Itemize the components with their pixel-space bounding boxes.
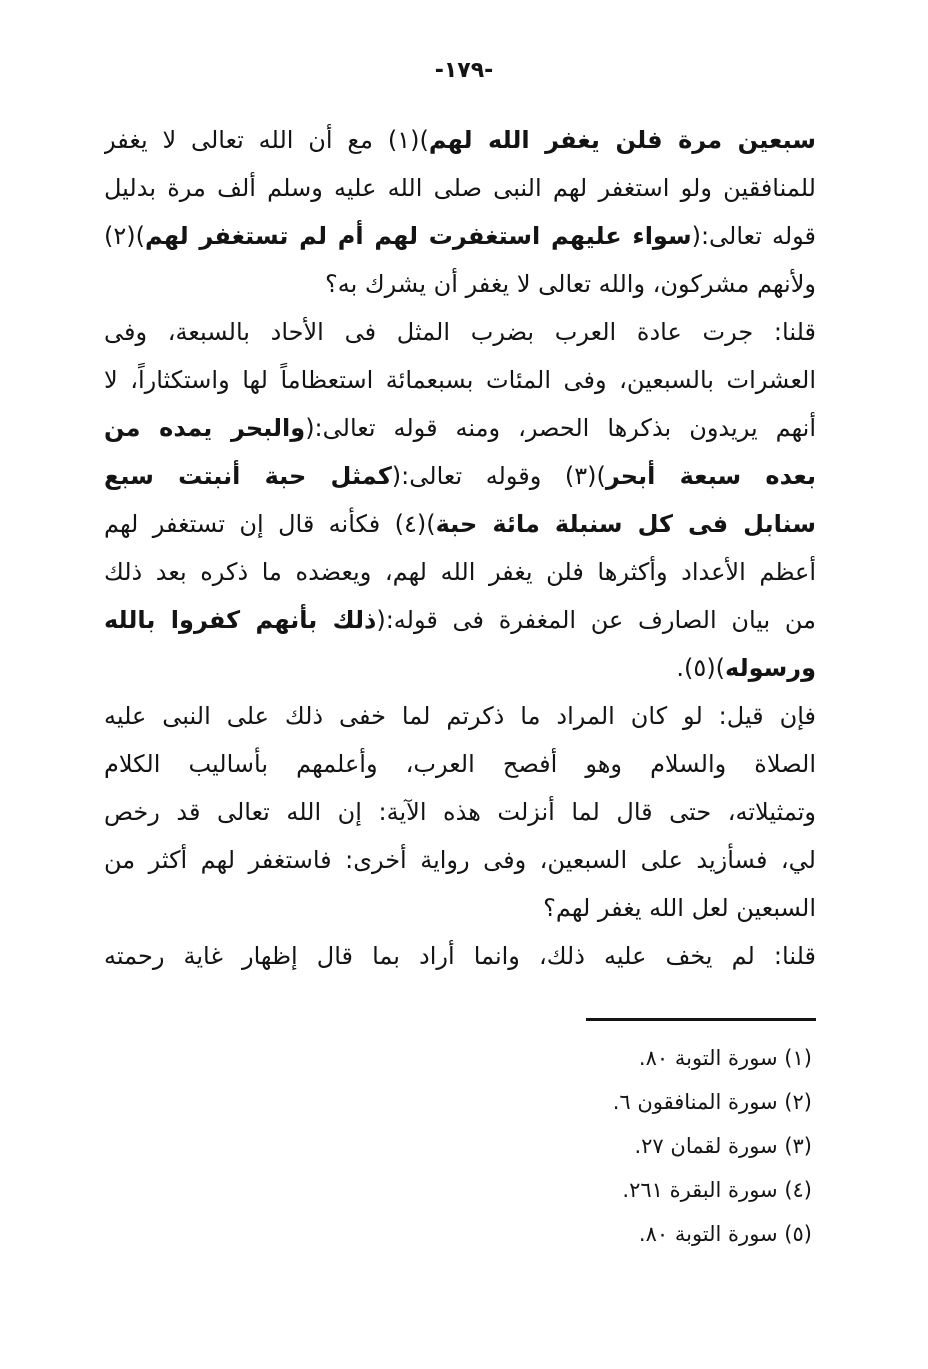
text-run: وتمثيلاته، حتى قال لما أنزلت هذه الآية: إن الله تعالى قد رخص [104,798,816,826]
text-run: )(٢) [104,222,145,250]
text-line [104,308,816,356]
quran-quote: ورسوله [725,654,816,682]
quran-quote: بعده سبعة أبحر [605,462,816,490]
quran-quote: سواء عليهم استغفرت لهم أم لم تستغفر لهم [145,222,692,250]
quran-quote: ذلك بأنهم كفروا بالله [104,606,377,634]
text-run: أنهم يريدون بذكرها الحصر، ومنه قوله تعالى:( [305,414,816,442]
text-run: أعظم الأعداد وأكثرها فلن يغفر الله لهم، ويعضده ما ذكره بعد ذلك [104,558,816,586]
text-run: )(٥). [676,654,726,682]
footnote-separator [586,1018,816,1021]
text-line [104,500,816,548]
text-run: قوله تعالى:( [691,222,816,250]
footnote-3: (٣) سورة لقمان ٢٧. [634,1134,812,1158]
text-run: فإن قيل: لو كان المراد ما ذكرتم لما خفى ذلك على النبى عليه [104,702,816,730]
footnotes [420,1036,812,1256]
footnote-4: (٤) سورة البقرة ٢٦١. [622,1178,812,1202]
text-line [104,692,816,740]
text-line [104,644,816,692]
text-run: قلنا: لم يخف عليه ذلك، وانما أراد بما قال إظهار غاية رحمته [104,942,816,970]
text-line [104,164,816,212]
quran-quote: كمثل حبة أنبتت سبع [104,462,392,490]
text-run: من بيان الصارف عن المغفرة فى قوله:( [376,606,816,634]
text-run: الصلاة والسلام وهو أفصح العرب، وأعلمهم بأساليب الكلام [104,750,816,778]
text-line [104,548,816,596]
text-run: السبعين لعل الله يغفر لهم؟ [543,894,816,922]
text-line [104,932,816,980]
text-line [104,596,816,644]
footnote-5: (٥) سورة التوبة ٨٠. [638,1222,812,1246]
main-text [104,116,816,980]
text-line [104,356,816,404]
text-line [104,260,816,308]
text-line [104,116,816,164]
quran-quote: سنابل فى كل سنبلة مائة حبة [435,510,816,538]
text-line [104,212,816,260]
quran-quote: والبحر يمده من [104,414,306,442]
text-run: )(٣) وقوله تعالى:( [391,462,606,490]
text-run: لي، فسأزيد على السبعين، وفى رواية أخرى: فاستغفر لهم أكثر من [104,846,816,874]
text-run: )(٤) فكأنه قال إن تستغفر لهم [104,510,436,538]
text-run: قلنا: جرت عادة العرب بضرب المثل فى الأحاد بالسبعة، وفى [104,318,816,346]
text-line [104,788,816,836]
text-line [104,452,816,500]
page-number: -١٧٩- [434,58,494,83]
footnote-1: (١) سورة التوبة ٨٠. [638,1046,812,1070]
text-line [104,884,816,932]
text-run: )(١) مع أن الله تعالى لا يغفر [104,126,429,154]
text-run: ولأنهم مشركون، والله تعالى لا يغفر أن يشرك به؟ [324,270,816,298]
text-line [104,740,816,788]
text-line [104,404,816,452]
text-line [104,836,816,884]
footnote-2: (٢) سورة المنافقون ٦. [612,1090,812,1114]
text-run: العشرات بالسبعين، وفى المئات بسبعمائة استعظاماً لها واستكثاراً، لا [104,366,816,394]
quran-quote: سبعين مرة فلن يغفر الله لهم [428,126,816,154]
text-run: للمنافقين ولو استغفر لهم النبى صلى الله عليه وسلم ألف مرة بدليل [104,174,816,202]
